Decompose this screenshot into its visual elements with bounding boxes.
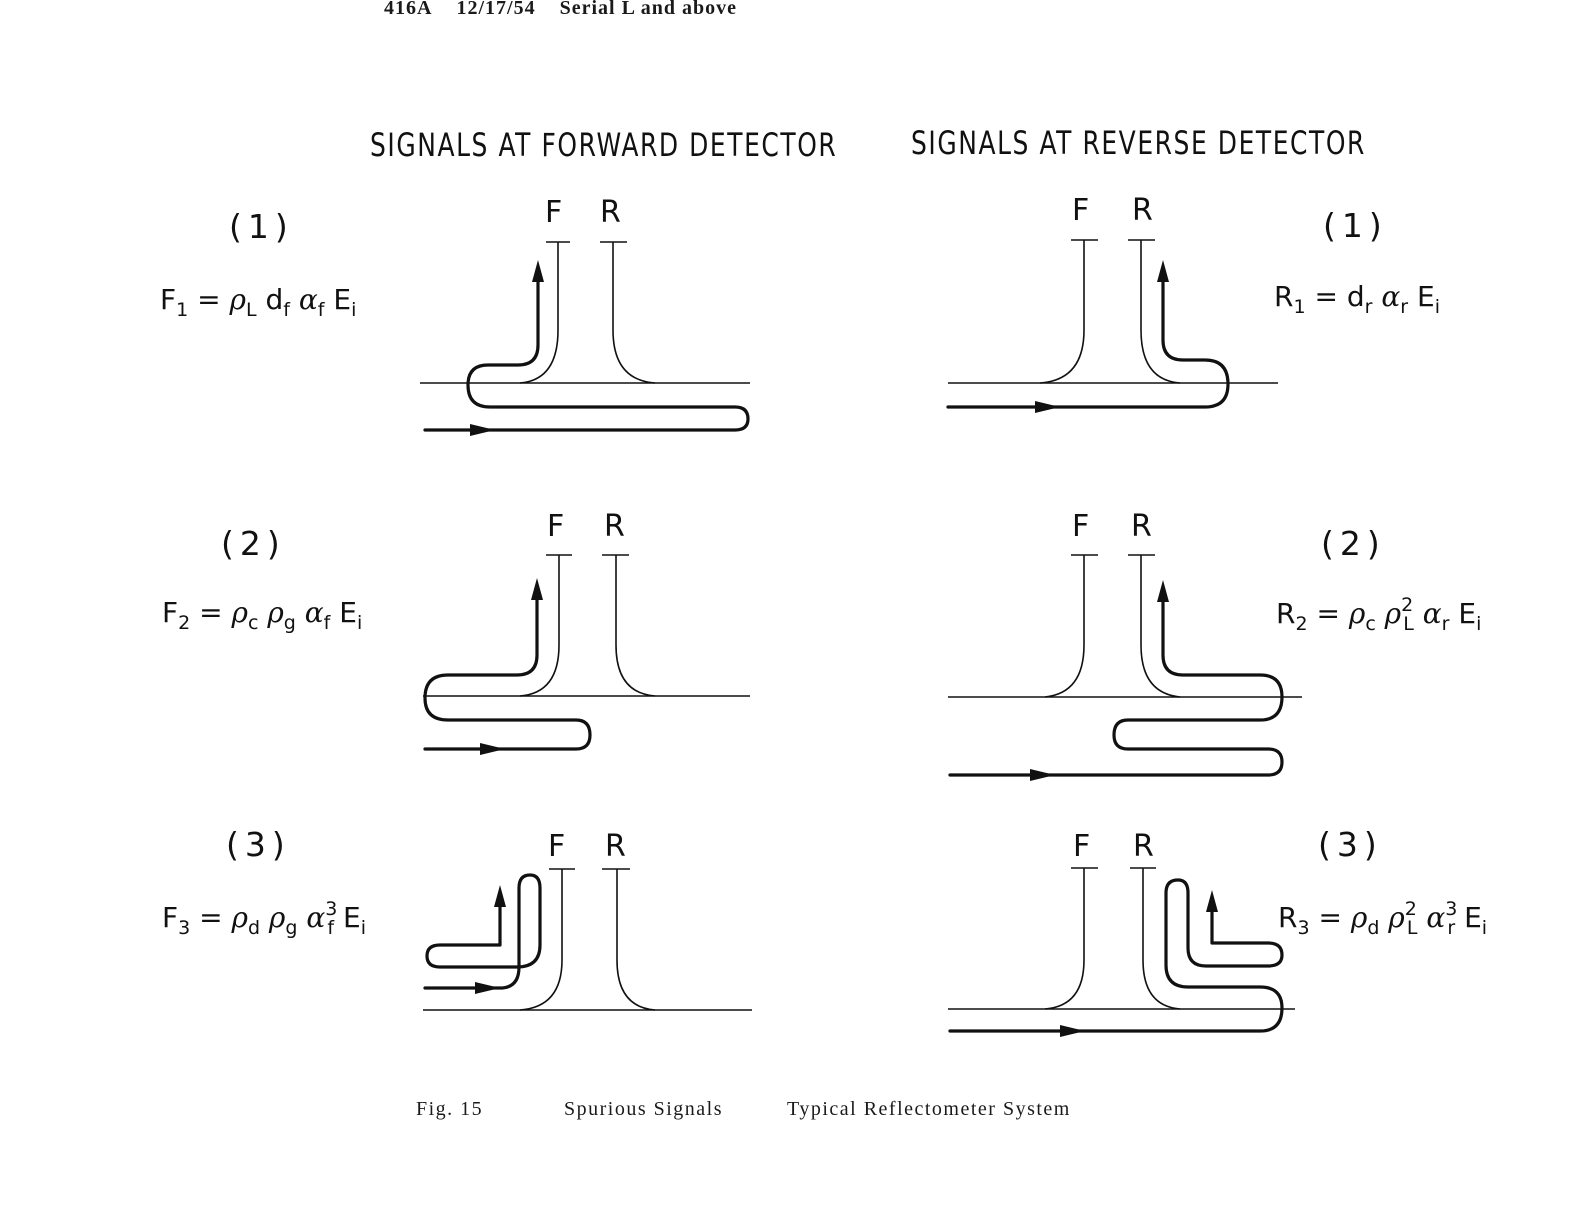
case-1-label-left: (1): [229, 207, 294, 246]
equation-f1: $F_1 = \rho_L$ $d_f$ $\alpha_f$ $E_i$: [160, 283, 357, 321]
equation-r2: $R_2 = \rho_c$ $\rho^2_L$ $\alpha_r$ $E_i$: [1276, 594, 1482, 635]
figure-number: Fig. 15: [416, 1098, 484, 1120]
port-label-r: R: [1132, 193, 1153, 228]
forward-diagram-2: [423, 509, 750, 755]
port-label-r: R: [1133, 829, 1154, 864]
reverse-diagram-2: [948, 509, 1302, 781]
case-2-label-right: (2): [1321, 524, 1386, 563]
reverse-detector-heading: SIGNALS AT REVERSE DETECTOR: [911, 124, 1366, 162]
port-label-f: F: [1072, 509, 1090, 544]
port-label-f: F: [547, 509, 565, 544]
serial-note: Serial L and above: [559, 0, 738, 19]
case-3-label-right: (3): [1318, 825, 1383, 864]
model-number: 416A: [384, 0, 433, 19]
case-3-label-left: (3): [226, 825, 291, 864]
header-date: 12/17/54: [456, 0, 536, 19]
port-label-r: R: [1131, 509, 1152, 544]
port-label-r: R: [600, 195, 621, 230]
equation-r3: $R_3 = \rho_d$ $\rho^2_L$ $\alpha^3_r$ $E_i$: [1278, 898, 1488, 939]
equation-f3: $F_3 = \rho_d$ $\rho_g$ $\alpha^3_f$ $E_i$: [162, 898, 366, 939]
reverse-diagram-1: [948, 193, 1278, 413]
case-1-label-right: (1): [1323, 206, 1388, 245]
forward-detector-heading: SIGNALS AT FORWARD DETECTOR: [370, 126, 838, 164]
forward-diagram-3: [423, 829, 752, 1010]
equation-f2: $F_2 = \rho_c$ $\rho_g$ $\alpha_f$ $E_i$: [162, 596, 363, 634]
reverse-diagram-3: [948, 829, 1295, 1037]
port-label-f: F: [1072, 193, 1090, 228]
equation-r1: $R_1 = d_r$ $\alpha_r$ $E_i$: [1274, 280, 1440, 318]
figure-title: Spurious Signals: [564, 1098, 724, 1120]
forward-diagram-1: [420, 195, 750, 436]
port-label-f: F: [1073, 829, 1091, 864]
case-2-label-left: (2): [221, 524, 286, 563]
port-label-f: F: [548, 829, 566, 864]
port-label-f: F: [545, 195, 563, 230]
figure-subtitle: Typical Reflectometer System: [787, 1098, 1071, 1120]
port-label-r: R: [605, 829, 626, 864]
port-label-r: R: [604, 509, 625, 544]
